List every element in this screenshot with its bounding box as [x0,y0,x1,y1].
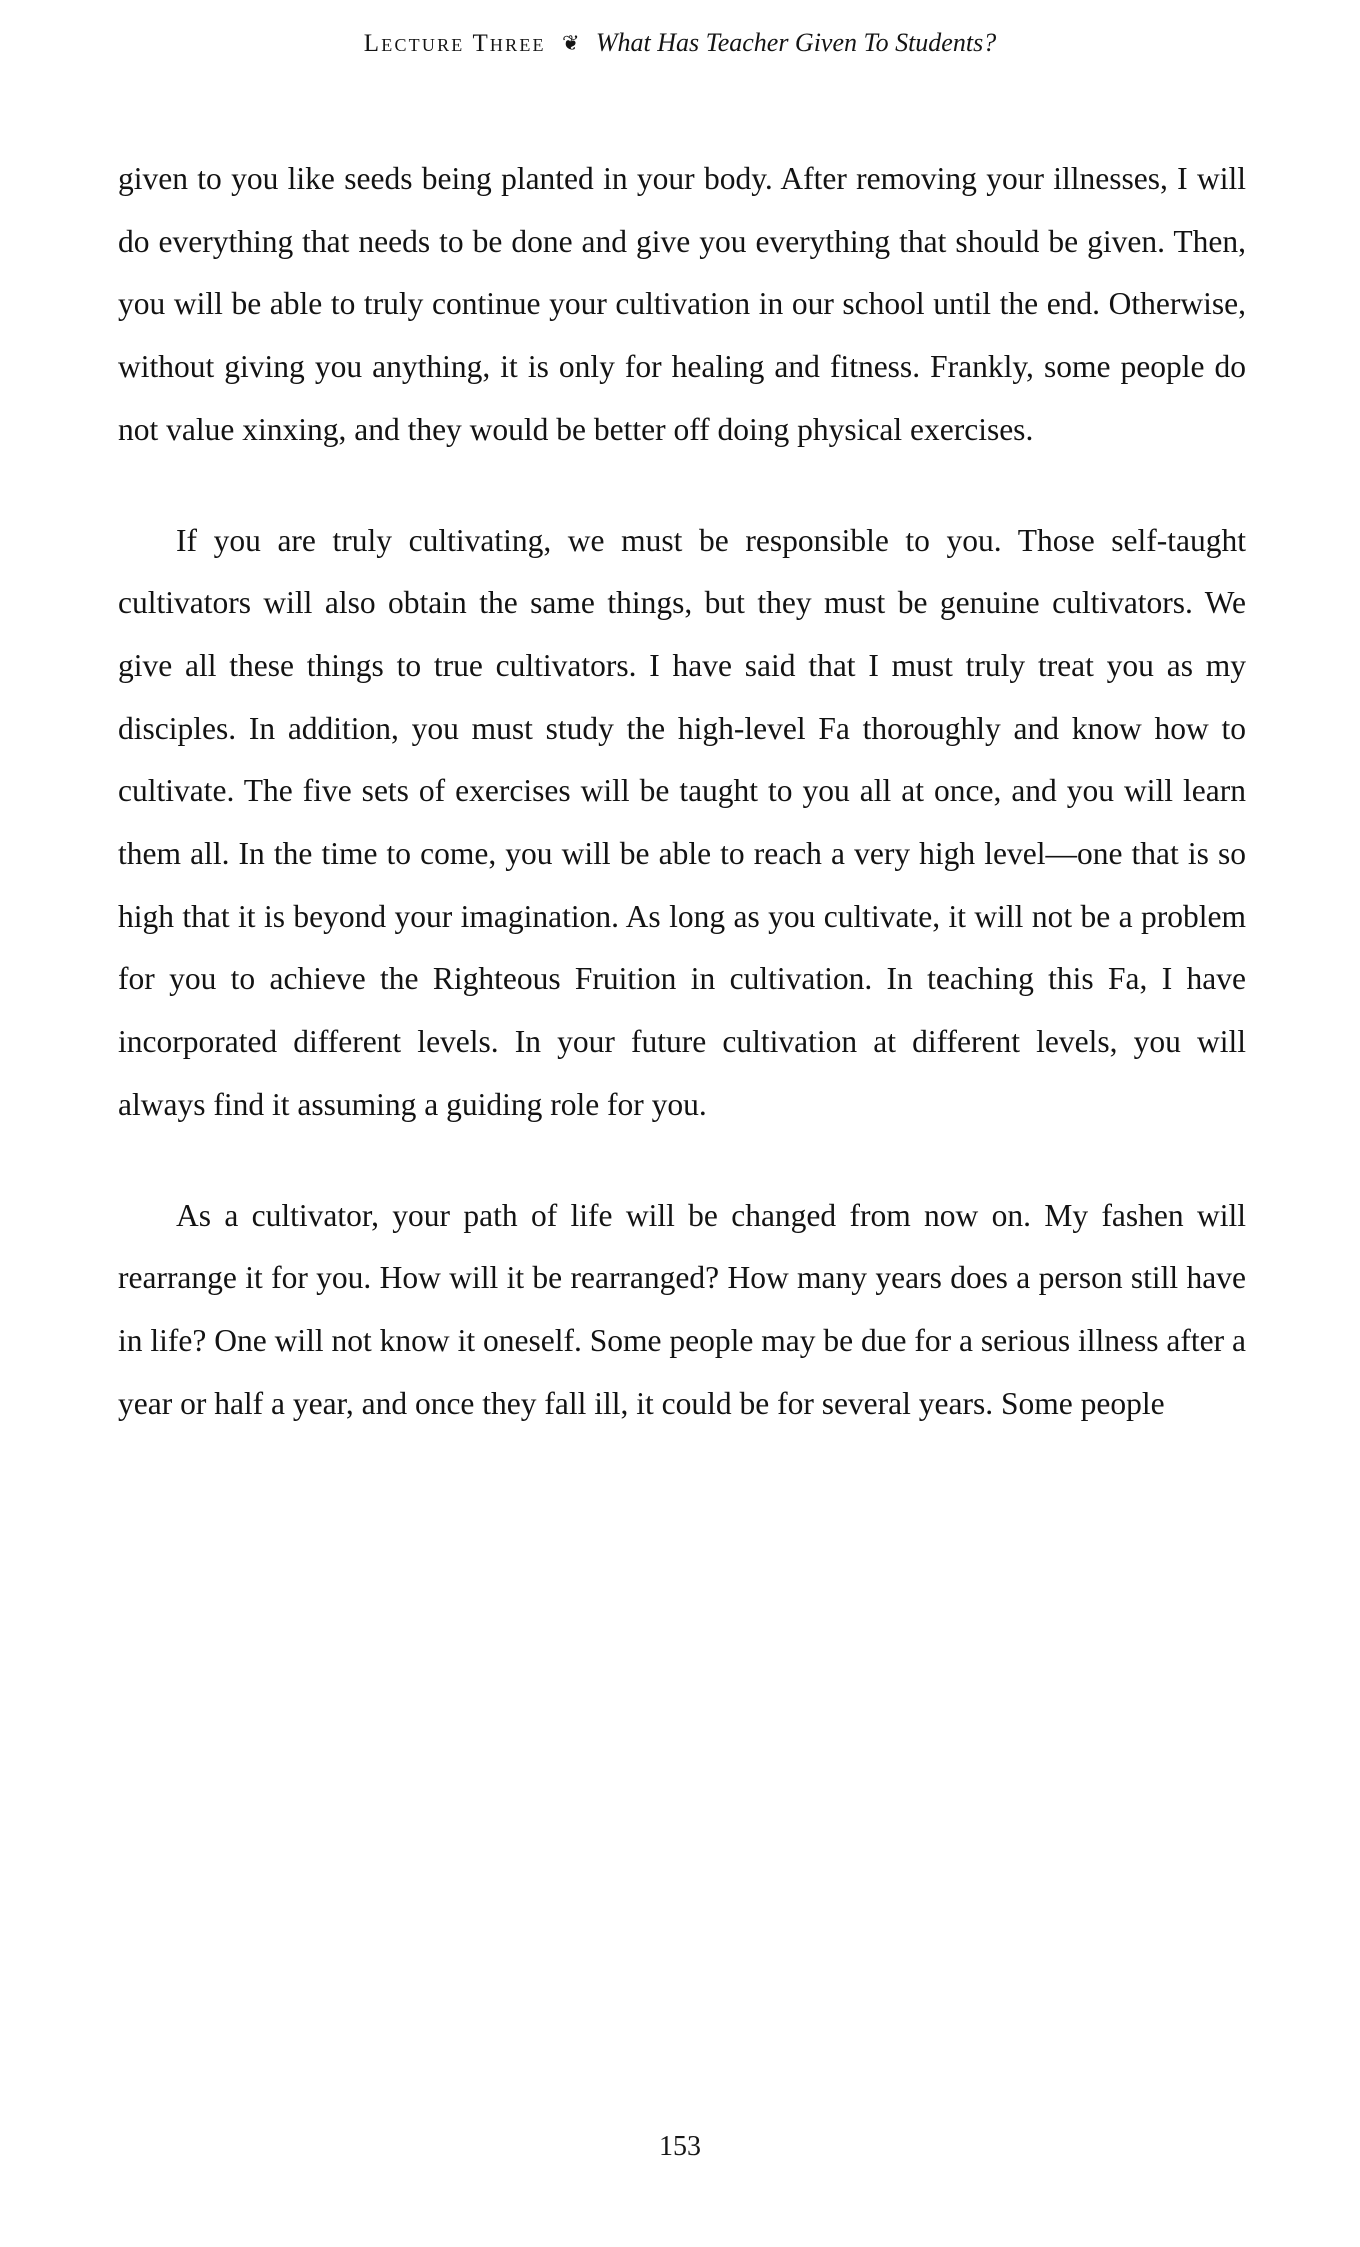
paragraph: given to you like seeds being planted in your body. After removing your illnesses, I will do everything that needs to be done and give you everything that should be given. Then, you will be able to truly continue your cultivation in our school until the end. Otherwise, without giving you anything, it is only for healing and fitness. Frankly, some people do not value xinxing, and they would be better off doing physical exercises. [118,161,1246,447]
running-head [0,28,1360,58]
running-head-lecture-label: Lecture Three [363,30,546,57]
leaf-ornament-icon: ❦ [561,31,580,55]
body-text-block [118,148,1246,1435]
paragraph: As a cultivator, your path of life will be changed from now on. My fashen will rearrange it for you. How will it be rearranged? How many years does a person still have in life? One will not know it oneself. Some people may be due for a serious illness after a year or half a year, and once they fall ill, it could be for several years. Some people [118,1197,1246,1421]
running-head-chapter-title: What Has Teacher Given To Students? [595,28,997,57]
page-number: 153 [659,2131,701,2162]
paragraph: If you are truly cultivating, we must be responsible to you. Those self-taught cultivators will also obtain the same things, but they must be genuine cultivators. We give all these things to true cultivators. I have said that I must truly treat you as my disciples. In addition, you must study the high-level Fa thoroughly and know how to cultivate. The five sets of exercises will be taught to you all at once, and you will learn them all. In the time to come, you will be able to reach a very high level—one that is so high that it is beyond your imagination. As long as you cultivate, it will not be a problem for you to achieve the Righteous Fruition in cultivation. In teaching this Fa, I have incorporated different levels. In your future cultivation at different levels, you will always find it assuming a guiding role for you. [118,522,1246,1122]
